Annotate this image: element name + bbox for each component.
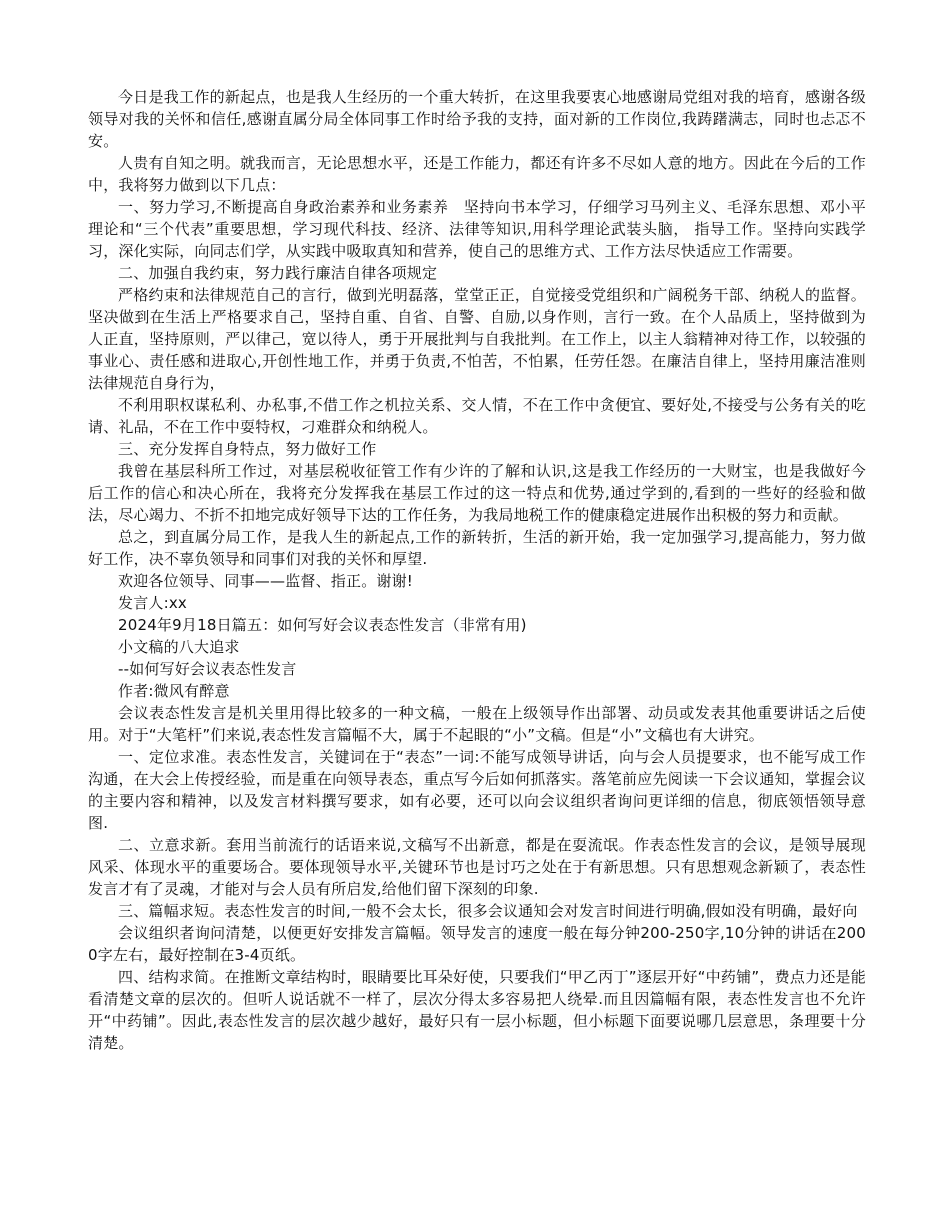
paragraph: 三、篇幅求短。表态性发言的时间,一般不会太长，很多会议通知会对发言时间进行明确,假如没有明确，最好向	[118, 902, 858, 920]
speaker-line: 发言人:xx	[118, 594, 188, 612]
author-line: 作者:微风有醉意	[118, 682, 230, 700]
paragraph: 会议组织者询问清楚，以便更好安排发言篇幅。领导发言的速度一般在每分钟200-250字,10分钟的讲话在2000字左右，最好控制在3-4页纸。	[88, 924, 866, 964]
article-subtitle: --如何写好会议表态性发言	[118, 660, 297, 678]
paragraph: 人贵有自知之明。就我而言，无论思想水平，还是工作能力，都还有许多不尽如人意的地方。因此在今后的工作中，我将努力做到以下几点：	[88, 154, 866, 194]
paragraph: 会议表态性发言是机关里用得比较多的一种文稿，一般在上级领导作出部署、动员或发表其他重要讲话之后使用。对于“大笔杆”们来说,表态性发言篇幅不大，属于不起眼的“小”文稿。但是“小”文稿也有大讲究。	[88, 704, 866, 744]
paragraph: 四、结构求简。在推断文章结构时，眼睛要比耳朵好使，只要我们“甲乙丙丁”逐层开好“中药铺”，费点力还是能看清楚文章的层次的。但听人说话就不一样了，层次分得太多容易把人绕晕.而且因篇幅有限，表态性发言也不允许开“中药铺”。因此,表态性发言的层次越少越好，最好只有一层小标题，但小标题下面要说哪几层意思，条理要十分清楚。	[88, 968, 866, 1052]
paragraph: 一、定位求准。表态性发言，关键词在于“表态”一词:不能写成领导讲话，向与会人员提要求，也不能写成工作沟通，在大会上传授经验，而是重在向领导表态，重点写今后如何抓落实。落笔前应先阅读一下会议通知，掌握会议的主要内容和精神，以及发言材料撰写要求，如有必要，还可以向会议组织者询问更详细的信息，彻底领悟领导意图.	[88, 748, 866, 832]
paragraph: 严格约束和法律规范自己的言行，做到光明磊落，堂堂正正，自觉接受党组织和广阔税务干部、纳税人的监督。坚决做到在生活上严格要求自己，坚持自重、自省、自警、自励,以身作则，言行一致。在个人品质上，坚持做到为人正直，坚持原则，严以律己，宽以待人，勇于开展批判与自我批判。在工作上，以主人翁精神对待工作，以较强的事业心、责任感和进取心,开创性地工作，并勇于负责,不怕苦，不怕累，任劳任怨。在廉洁自律上，坚持用廉洁准则法律规范自身行为，	[88, 286, 866, 392]
paragraph-heading: 三、充分发挥自身特点，努力做好工作	[118, 440, 377, 458]
article-title: 小文稿的八大追求	[118, 638, 240, 656]
paragraph: 总之，到直属分局工作，是我人生的新起点,工作的新转折，生活的新开始，我一定加强学习,提高能力，努力做好工作，决不辜负领导和同事们对我的关怀和厚望.	[88, 528, 866, 568]
date-section-title: 2024年9月18日篇五：如何写好会议表态性发言（非常有用)	[118, 616, 527, 634]
paragraph: 二、立意求新。套用当前流行的话语来说,文稿写不出新意，都是在耍流氓。作表态性发言的会议，是领导展现风采、体现水平的重要场合。要体现领导水平,关键环节也是讨巧之处在于有新思想。只有思想观念新颖了，表态性发言才有了灵魂，才能对与会人员有所启发,给他们留下深刻的印象.	[88, 836, 866, 898]
document-body	[88, 86, 866, 1054]
paragraph: 一、努力学习,不断提高自身政治素养和业务素养 坚持向书本学习，仔细学习马列主义、毛泽东思想、邓小平理论和“三个代表”重要思想，学习现代科技、经济、法律等知识,用科学理论武装头脑， 指导工作。坚持向实践学习，深化实际，向同志们学，从实践中吸取真知和营养，使自己的思维方式、工作方法尽快适应工作需要。	[88, 198, 866, 260]
paragraph: 欢迎各位领导、同事——监督、指正。谢谢!	[118, 572, 414, 590]
paragraph: 我曾在基层科所工作过，对基层税收征管工作有少许的了解和认识,这是我工作经历的一大财宝，也是我做好今后工作的信心和决心所在，我将充分发挥我在基层工作过的这一特点和优势,通过学到的,看到的一些好的经验和做法，尽心竭力、不折不扣地完成好领导下达的工作任务，为我局地税工作的健康稳定进展作出积极的努力和贡献。	[88, 462, 866, 524]
paragraph: 不利用职权谋私利、办私事,不借工作之机拉关系、交人情，不在工作中贪便宜、要好处,不接受与公务有关的吃请、礼品，不在工作中耍特权，刁难群众和纳税人。	[88, 396, 866, 436]
paragraph-heading: 二、加强自我约束，努力践行廉洁自律各项规定	[118, 264, 438, 282]
paragraph: 今日是我工作的新起点，也是我人生经历的一个重大转折，在这里我要衷心地感谢局党组对我的培育，感谢各级领导对我的关怀和信任,感谢直属分局全体同事工作时给予我的支持，面对新的工作岗位,我踌躇满志，同时也忐忑不安。	[88, 88, 866, 150]
